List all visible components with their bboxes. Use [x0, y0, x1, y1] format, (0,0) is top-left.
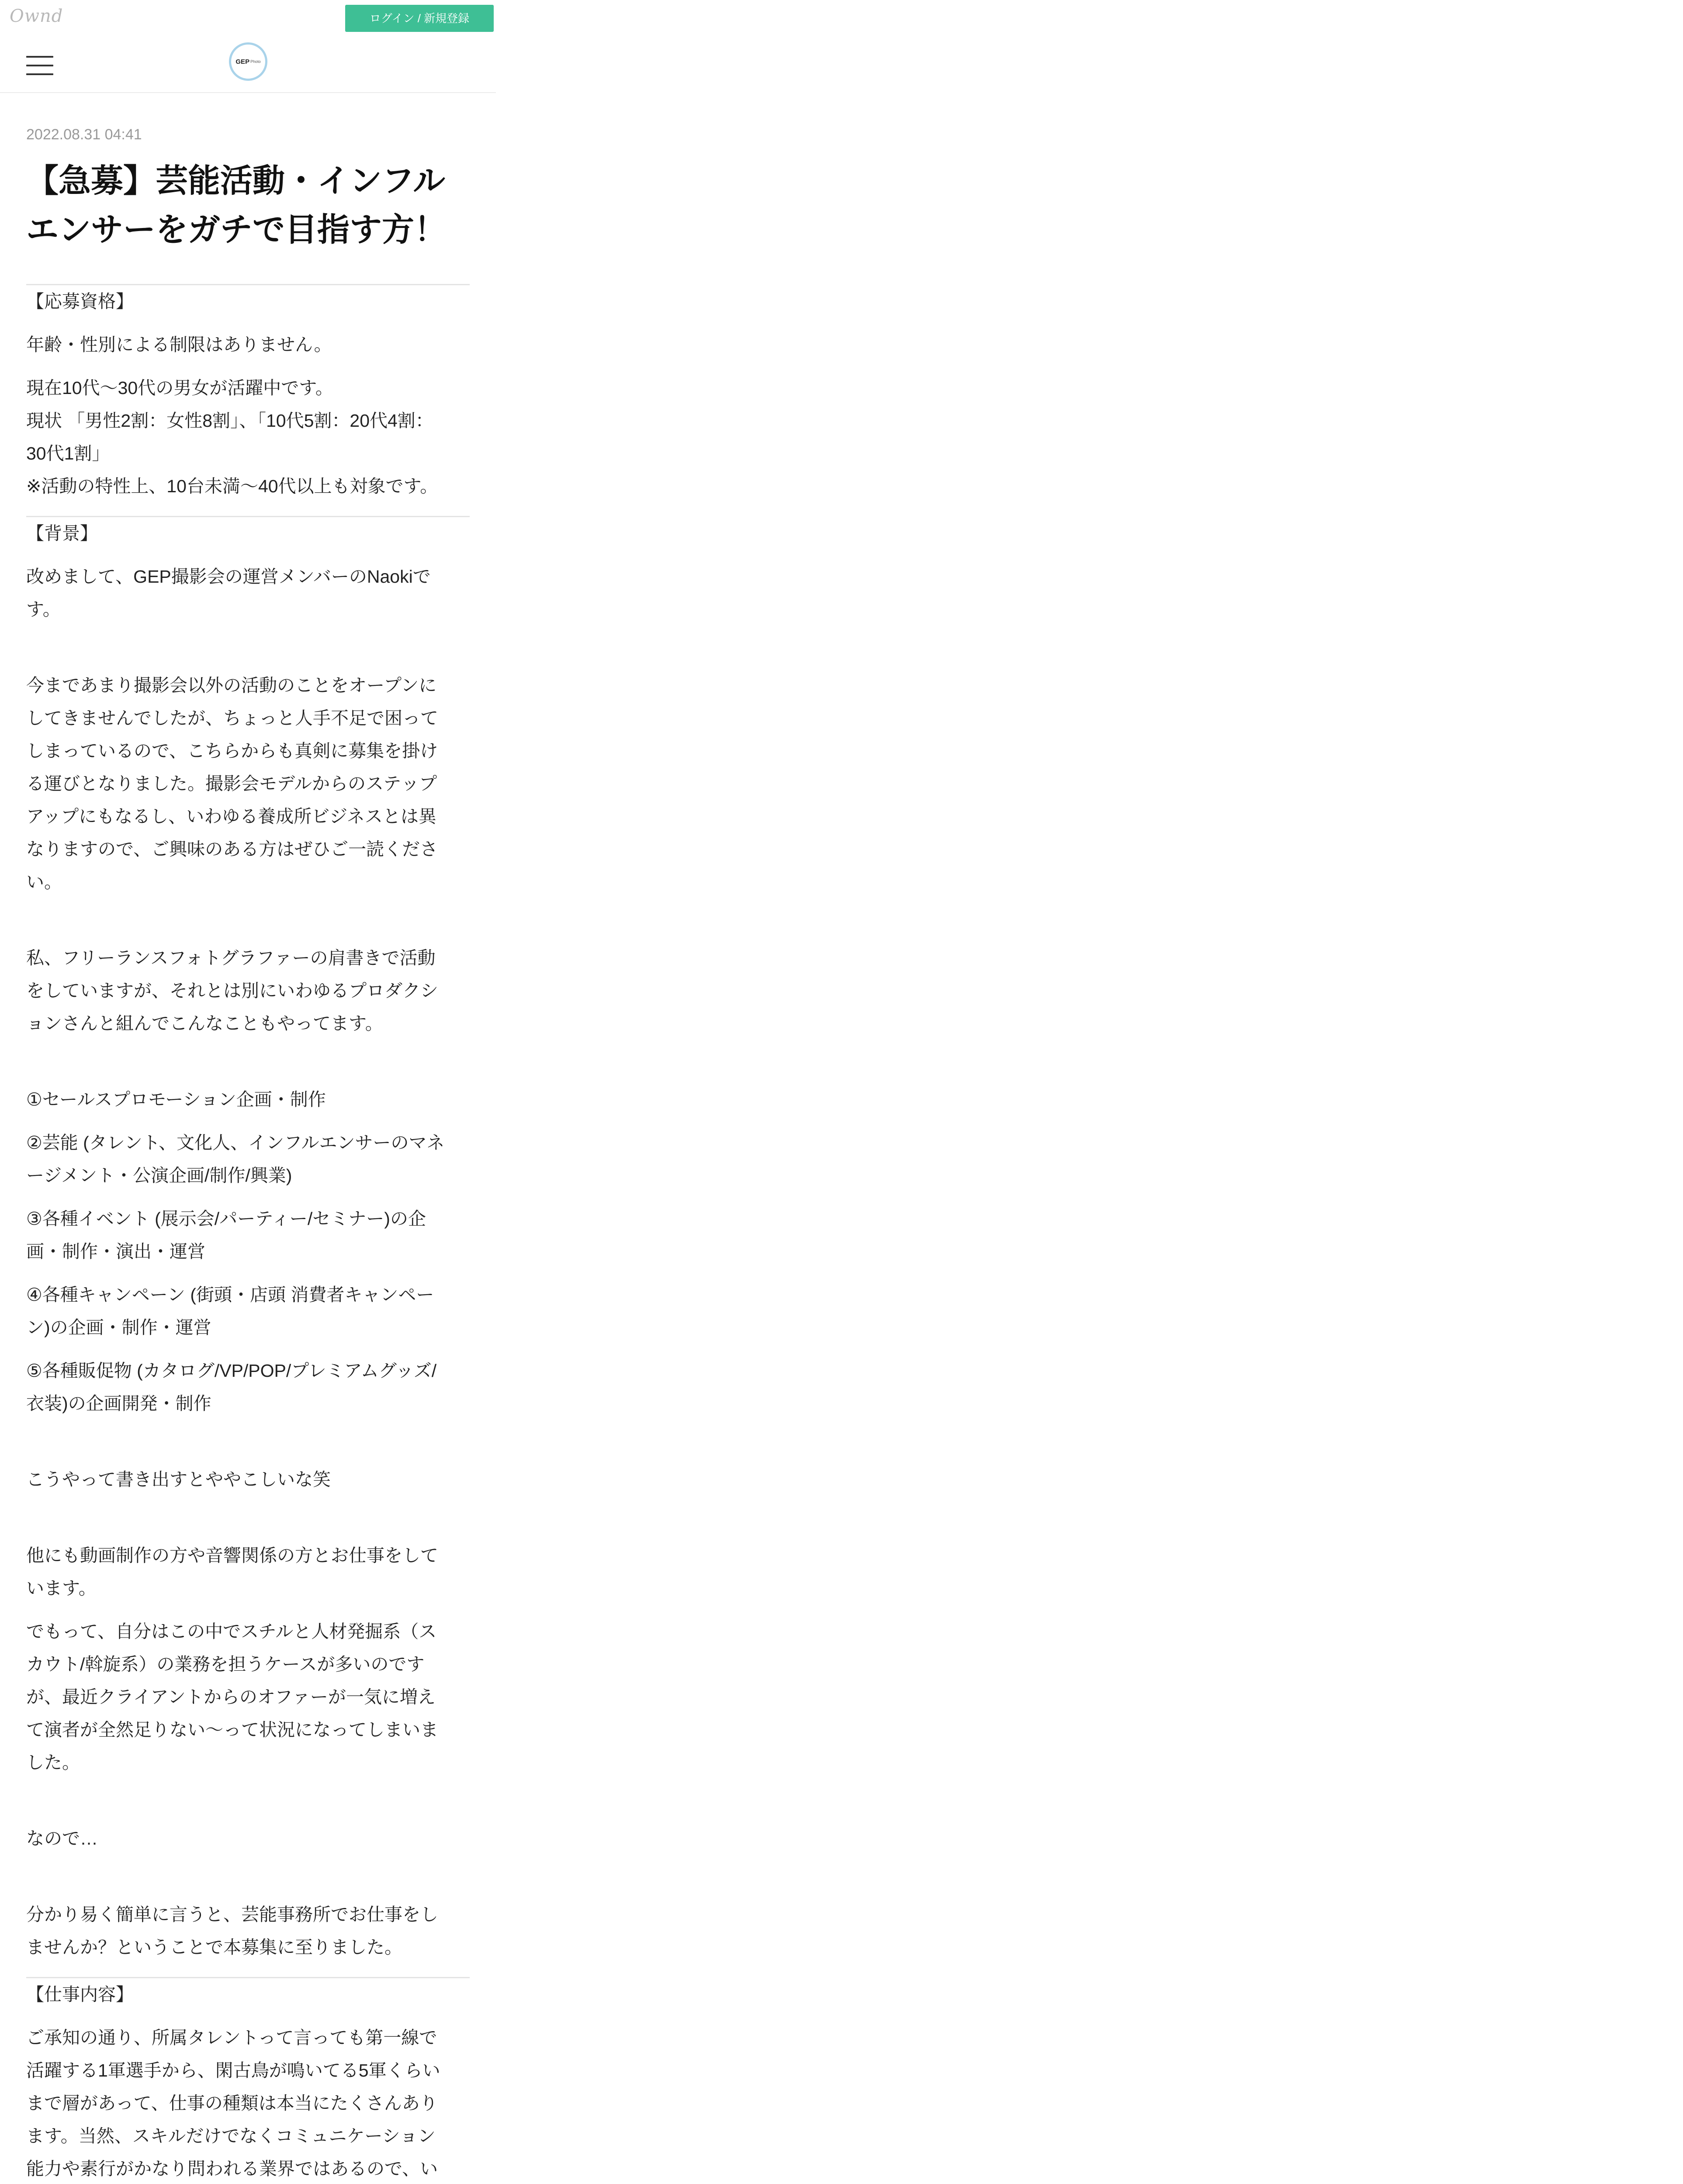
- line: 他にも動画制作の方や音響関係の方とお仕事をして: [26, 1545, 438, 1565]
- list-item: ①セールスプロモーション企画・制作: [26, 1089, 326, 1109]
- line: カウト/斡旋系）の業務を担うケースが多いのです: [26, 1654, 425, 1674]
- line: 30代1割」: [26, 443, 110, 463]
- line: まで層があって、仕事の種類は本当にたくさんあり: [26, 2093, 438, 2113]
- line: してきませんでしたが、ちょっと人手不足で困って: [26, 708, 438, 728]
- section-heading: 【仕事内容】: [26, 1984, 134, 2004]
- title-line: エンサーをガチで目指す方！: [26, 211, 447, 248]
- site-logo[interactable]: [229, 42, 267, 81]
- line: 私、フリーランスフォトグラファーの肩書きで活動: [26, 948, 436, 968]
- mobile-column: [0, 0, 496, 2184]
- paragraph: こうやって書き出すとややこしいな笑: [26, 1469, 331, 1489]
- line: ※活動の特性上、10台未満～40代以上も対象です。: [26, 476, 438, 496]
- line: ョンさんと組んでこんなこともやってます。: [26, 1013, 383, 1033]
- top-bar: [0, 0, 496, 35]
- line: 今まであまり撮影会以外の活動のことをオープンに: [26, 675, 437, 695]
- site-header: [0, 35, 496, 93]
- list-item: ⑤各種販促物 (カタログ/VP/POP/プレミアムグッズ/: [26, 1361, 437, 1381]
- line: が、最近クライアントからのオファーが一気に増え: [26, 1687, 436, 1707]
- site-logo-text: GEP: [235, 58, 250, 66]
- line: い。: [26, 872, 62, 892]
- list-item: ②芸能 (タレント、文化人、インフルエンサーのマネ: [26, 1133, 445, 1153]
- line: 現状 「男性2割：女性8割」、「10代5割：20代4割：: [26, 411, 433, 431]
- list-item-cont: ージメント・公演企画/制作/興業): [26, 1165, 292, 1185]
- line: す。: [26, 599, 61, 619]
- line: アップにもなるし、いわゆる養成所ビジネスとは異: [26, 806, 436, 826]
- line: ます。当然、スキルだけでなくコミュニケーション: [26, 2126, 436, 2146]
- list-item: ③各種イベント (展示会/パーティー/セミナー)の企: [26, 1209, 426, 1229]
- line: 分かり易く簡単に言うと、芸能事務所でお仕事をし: [26, 1904, 438, 1925]
- line: した。: [26, 1752, 80, 1773]
- list-item: ④各種キャンペーン (街頭・店頭 消費者キャンペー: [26, 1285, 434, 1305]
- ownd-logo[interactable]: Ownd: [10, 6, 63, 26]
- line: 現在10代～30代の男女が活躍中です。: [26, 378, 333, 398]
- title-line: 【急募】芸能活動・インフル: [26, 162, 446, 199]
- line: ませんか？ということで本募集に至りました。: [26, 1937, 402, 1957]
- post-title: [26, 156, 470, 254]
- menu-line: [26, 73, 53, 75]
- line: 改めまして、GEP撮影会の運営メンバーのNaokiで: [26, 567, 431, 587]
- section-heading: 【背景】: [26, 523, 98, 543]
- list-item-cont: ン)の企画・制作・運営: [26, 1317, 211, 1337]
- line: でもって、自分はこの中でスチルと人材発掘系（ス: [26, 1621, 437, 1641]
- line: をしていますが、それとは別にいわゆるプロダクシ: [26, 981, 438, 1001]
- line: います。: [26, 1578, 97, 1598]
- line: しまっているので、こちらからも真剣に募集を掛け: [26, 741, 438, 761]
- article-body: [26, 285, 470, 2184]
- line: る運びとなりました。撮影会モデルからのステップ: [26, 774, 437, 794]
- list-item-cont: 画・制作・演出・運営: [26, 1241, 205, 1261]
- paragraph: なので…: [26, 1828, 98, 1849]
- menu-line: [26, 56, 53, 58]
- list-item-cont: 衣装)の企画開発・制作: [26, 1393, 211, 1413]
- line: なりますので、ご興味のある方はぜひご一読くださ: [26, 839, 438, 859]
- login-signup-button[interactable]: ログイン / 新規登録: [345, 5, 494, 32]
- line: て演者が全然足りない～って状況になってしまいま: [26, 1720, 438, 1740]
- line: ご承知の通り、所属タレントって言っても第一線で: [26, 2028, 437, 2048]
- line: 活躍する1軍選手から、閑古鳥が鳴いてる5軍くらい: [26, 2060, 440, 2080]
- line: 能力や素行がかなり問われる業界ではあるので、い: [26, 2159, 438, 2179]
- paragraph: 年齢・性別による制限はありません。: [26, 335, 332, 355]
- menu-line: [26, 65, 53, 66]
- site-logo-sub: Photo: [250, 59, 261, 64]
- post-date: 2022.08.31 04:41: [26, 126, 142, 143]
- article: [0, 126, 496, 2184]
- section-heading: 【応募資格】: [26, 291, 134, 311]
- hamburger-menu-icon[interactable]: [26, 56, 53, 75]
